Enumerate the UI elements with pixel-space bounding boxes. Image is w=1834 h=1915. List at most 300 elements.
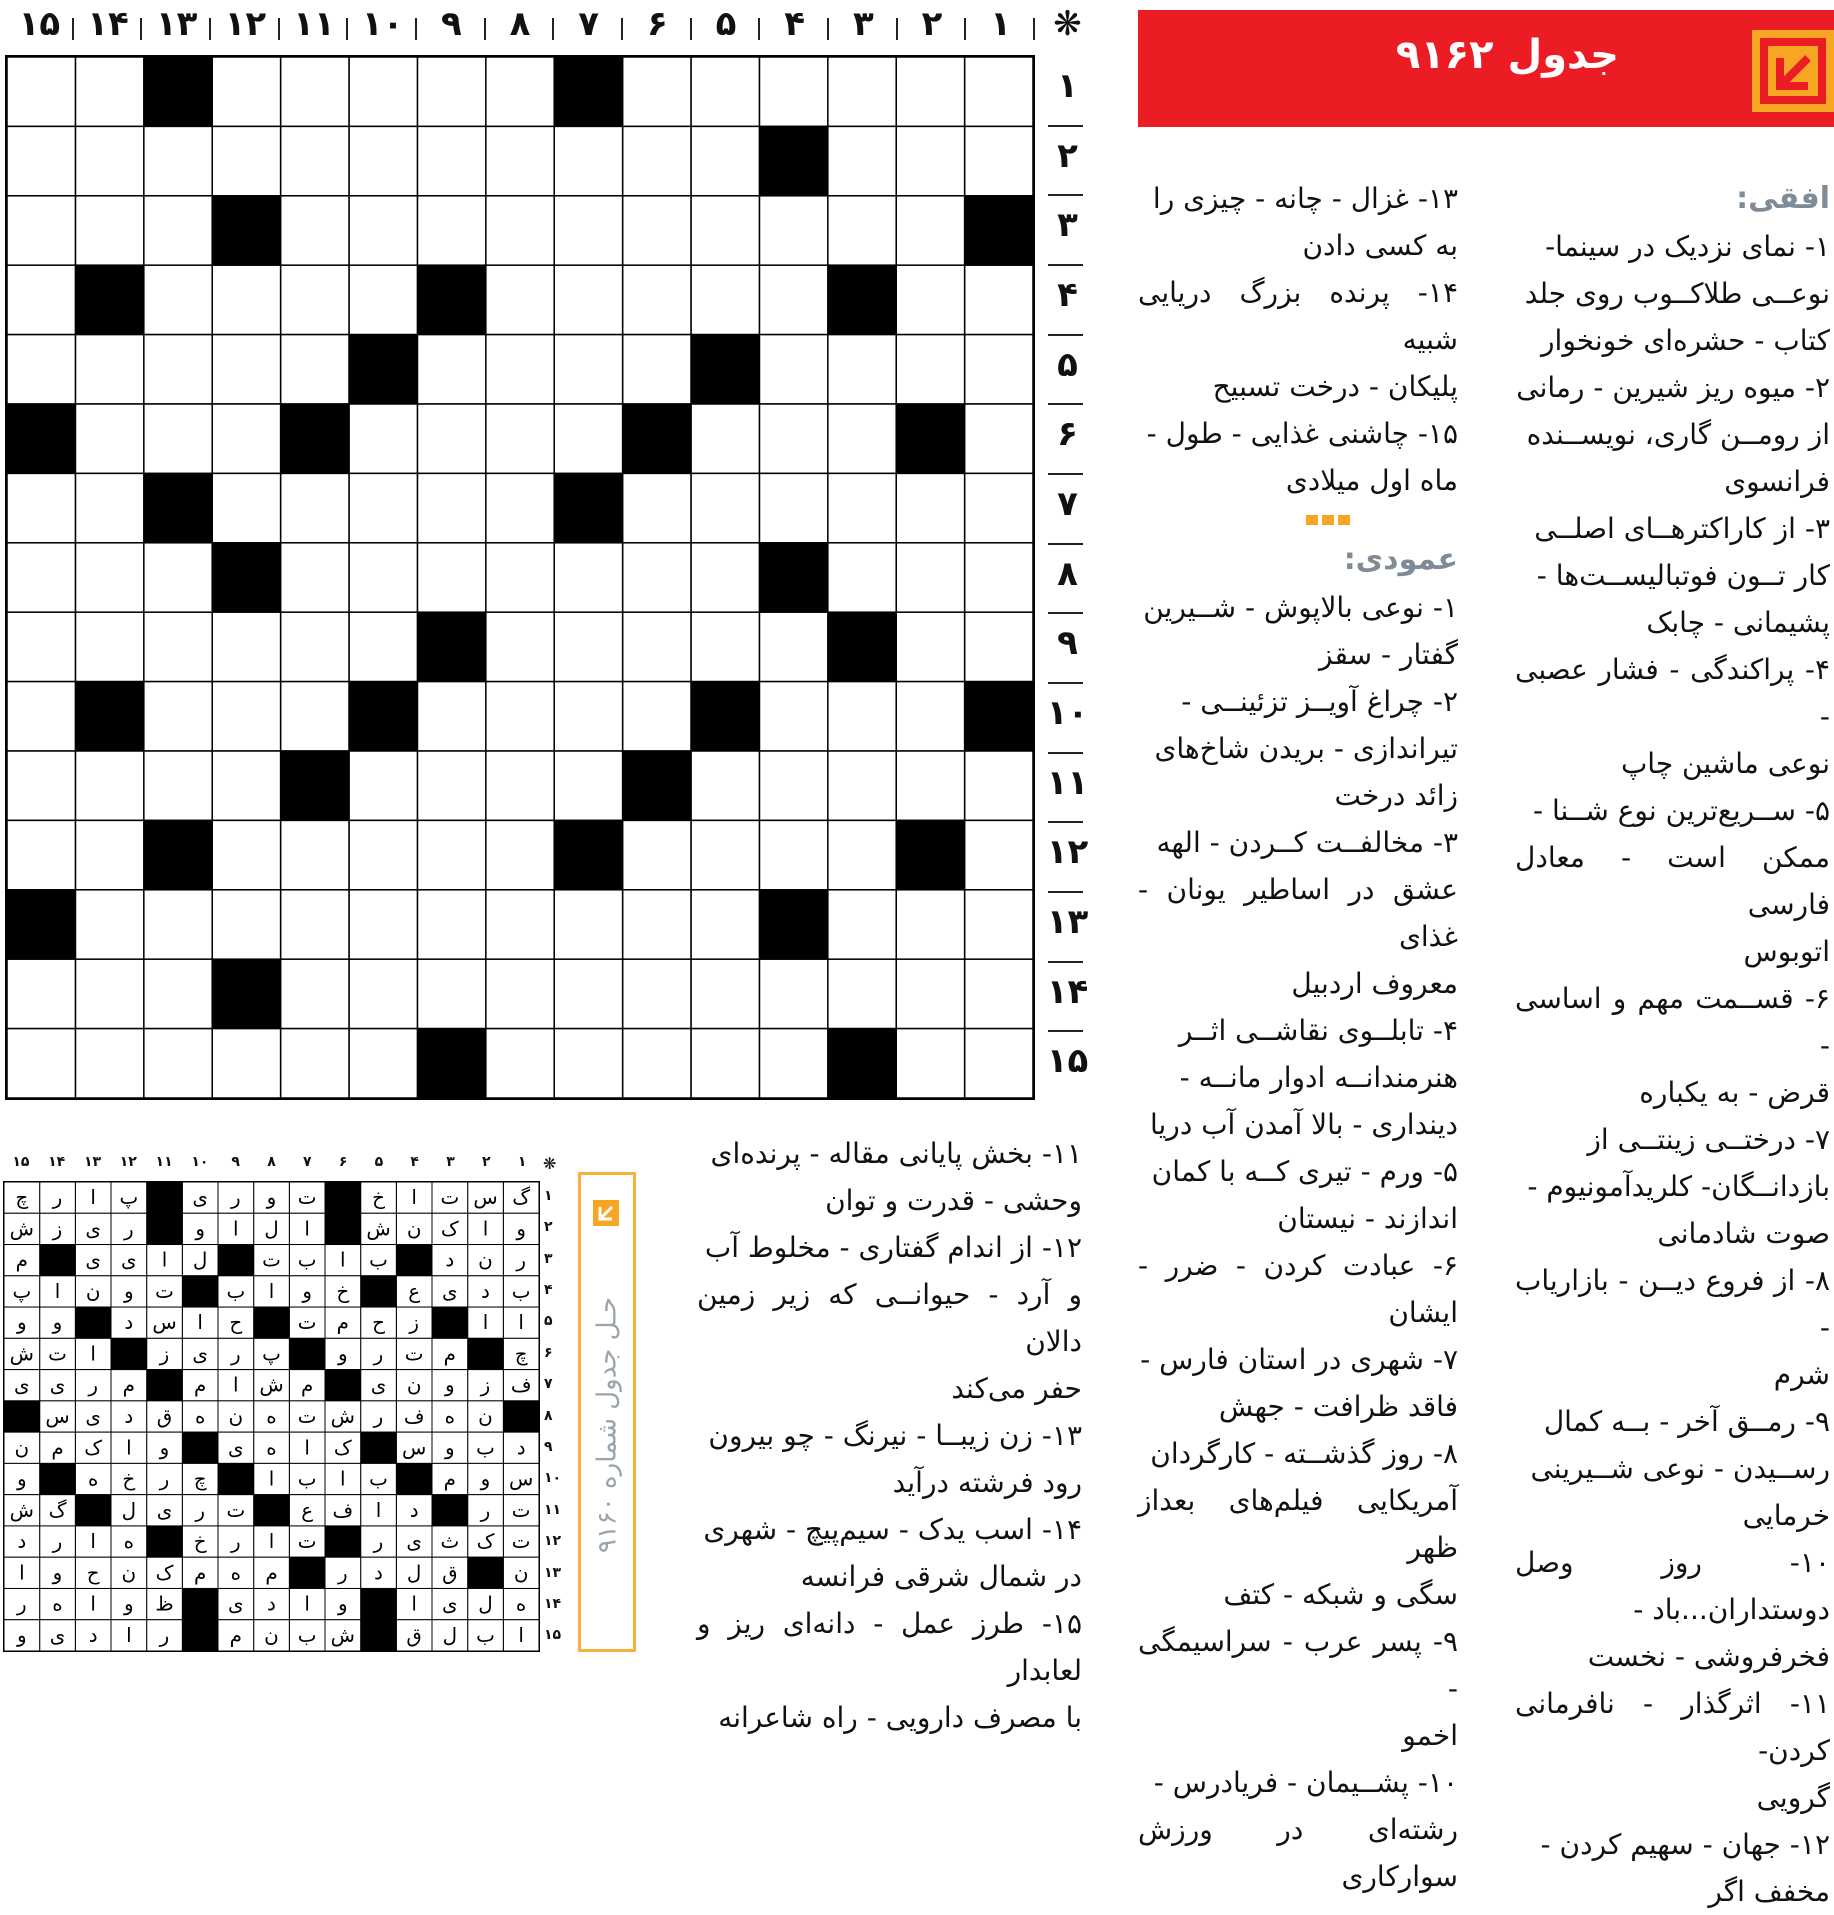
grid-cell[interactable] (417, 473, 485, 542)
grid-cell[interactable] (965, 335, 1033, 404)
grid-cell[interactable] (759, 404, 827, 473)
grid-cell[interactable] (965, 612, 1033, 681)
solution-row-numbers (540, 1181, 570, 1652)
solution-letter: و (17, 1311, 27, 1335)
grid-cell[interactable] (691, 473, 759, 542)
solution-black-cell (325, 1526, 361, 1557)
grid-cell[interactable] (896, 612, 964, 681)
solution-letter: پ (262, 1342, 281, 1366)
grid-cell[interactable] (7, 820, 75, 889)
grid-cell[interactable] (759, 473, 827, 542)
solution-letter: ب (476, 1436, 495, 1460)
grid-cell[interactable] (144, 196, 212, 265)
grid-cell[interactable] (7, 959, 75, 1028)
solution-column-number: ۴ (410, 1154, 419, 1170)
grid-cell[interactable] (828, 820, 896, 889)
grid-cell[interactable] (759, 820, 827, 889)
solution-letter: س (473, 1186, 498, 1210)
grid-cell[interactable] (349, 959, 417, 1028)
solution-black-cell (432, 1307, 468, 1338)
grid-cell[interactable] (212, 612, 280, 681)
black-cell (965, 196, 1033, 265)
grid-cell[interactable] (486, 890, 554, 959)
grid-cell[interactable] (144, 265, 212, 334)
grid-cell[interactable] (623, 57, 691, 126)
solution-letter: خ (372, 1186, 385, 1210)
solution-letter: ن (513, 1561, 529, 1585)
grid-cell[interactable] (965, 404, 1033, 473)
grid-cell[interactable] (417, 543, 485, 612)
grid-cell[interactable] (691, 820, 759, 889)
solution-grid (3, 1181, 540, 1652)
grid-cell[interactable] (417, 57, 485, 126)
solution-letter: ه (52, 1592, 63, 1616)
clue-line: رشته‌ای در ورزش سوارکاری (1138, 1813, 1458, 1893)
clue-line: ۸- از فروع دیــن - بازاریاب - (1515, 1264, 1830, 1344)
grid-cell[interactable] (75, 890, 143, 959)
solution-letter: ی (228, 1592, 244, 1616)
solution-letter: ا (126, 1436, 132, 1460)
grid-cell[interactable] (349, 196, 417, 265)
grid-cell[interactable] (554, 612, 622, 681)
grid-cell[interactable] (554, 543, 622, 612)
grid-cell[interactable] (349, 820, 417, 889)
grid-cell[interactable] (965, 265, 1033, 334)
grid-cell[interactable] (896, 473, 964, 542)
solution-column-number: ۵ (374, 1154, 384, 1170)
solution-letter: ی (406, 1530, 422, 1554)
grid-cell[interactable] (965, 126, 1033, 195)
grid-cell[interactable] (691, 265, 759, 334)
grid-cell[interactable] (417, 335, 485, 404)
row-number: ۸ (1057, 553, 1078, 594)
grid-cell[interactable] (828, 473, 896, 542)
grid-cell[interactable] (828, 404, 896, 473)
solution-logo-icon (593, 1200, 619, 1226)
grid-cell[interactable] (623, 1029, 691, 1098)
grid-cell[interactable] (623, 196, 691, 265)
grid-cell[interactable] (144, 751, 212, 820)
grid-cell[interactable] (281, 473, 349, 542)
grid-cell[interactable] (7, 612, 75, 681)
grid-cell[interactable] (554, 335, 622, 404)
grid-cell[interactable] (281, 820, 349, 889)
grid-cell[interactable] (691, 57, 759, 126)
grid-cell[interactable] (554, 404, 622, 473)
solution-letter: خ (122, 1467, 136, 1491)
grid-cell[interactable] (759, 612, 827, 681)
grid-cell[interactable] (281, 57, 349, 126)
grid-cell[interactable] (212, 890, 280, 959)
clue-line: ۹- پسر عرب - سراسیمگی - (1138, 1625, 1458, 1705)
grid-cell[interactable] (486, 404, 554, 473)
grid-cell[interactable] (896, 265, 964, 334)
grid-cell[interactable] (486, 196, 554, 265)
grid-cell[interactable] (828, 57, 896, 126)
grid-cell[interactable] (896, 1029, 964, 1098)
grid-cell[interactable] (896, 959, 964, 1028)
grid-cell[interactable] (828, 543, 896, 612)
grid-cell[interactable] (75, 959, 143, 1028)
grid-cell[interactable] (281, 612, 349, 681)
solution-black-cell (468, 1557, 504, 1588)
solution-row-number: ۱۳ (544, 1564, 562, 1581)
grid-cell[interactable] (212, 404, 280, 473)
clue-line: ۶- قســمت مهم و اساسی - (1515, 982, 1830, 1062)
solution-letter: ا (233, 1373, 239, 1397)
grid-cell[interactable] (417, 820, 485, 889)
grid-cell[interactable] (417, 890, 485, 959)
grid-cell[interactable] (965, 820, 1033, 889)
grid-cell[interactable] (7, 196, 75, 265)
column-number: ۱۳ (155, 4, 198, 44)
grid-cell[interactable] (896, 751, 964, 820)
grid-cell[interactable] (691, 404, 759, 473)
solution-black-cell (147, 1526, 183, 1557)
grid-cell[interactable] (623, 473, 691, 542)
grid-cell[interactable] (75, 404, 143, 473)
grid-cell[interactable] (486, 1029, 554, 1098)
grid-cell[interactable] (965, 473, 1033, 542)
grid-cell[interactable] (554, 265, 622, 334)
clue-line: ۲- چراغ آویــز تزئینــی - (1181, 685, 1458, 718)
grid-cell[interactable] (759, 196, 827, 265)
solution-letter: ر (231, 1342, 241, 1366)
grid-cell[interactable] (896, 196, 964, 265)
across-clue-lines-continued (1138, 175, 1458, 504)
grid-cell[interactable] (417, 751, 485, 820)
grid-cell[interactable] (349, 751, 417, 820)
solution-black-cell (147, 1213, 183, 1244)
grid-cell[interactable] (828, 959, 896, 1028)
solution-column-number: ۱ (517, 1154, 527, 1170)
grid-cell[interactable] (75, 196, 143, 265)
grid-cell[interactable] (554, 196, 622, 265)
solution-letter: ر (159, 1623, 170, 1647)
grid-cell[interactable] (623, 543, 691, 612)
grid-cell[interactable] (417, 682, 485, 751)
clue-line: تیراندازی - بریدن شاخ‌های (1154, 732, 1458, 765)
black-cell (759, 890, 827, 959)
grid-cell[interactable] (486, 959, 554, 1028)
grid-cell[interactable] (349, 265, 417, 334)
grid-cell[interactable] (623, 890, 691, 959)
solution-letter: و (516, 1217, 526, 1241)
solution-letter: ا (304, 1436, 310, 1460)
grid-cell[interactable] (281, 126, 349, 195)
grid-cell[interactable] (281, 265, 349, 334)
grid-cell[interactable] (759, 959, 827, 1028)
solution-black-cell (182, 1588, 218, 1619)
black-cell (212, 196, 280, 265)
grid-cell[interactable] (349, 126, 417, 195)
grid-cell[interactable] (281, 890, 349, 959)
grid-cell[interactable] (417, 196, 485, 265)
grid-cell[interactable] (281, 682, 349, 751)
solution-letter: س (402, 1436, 427, 1460)
solution-column-number: ۷ (303, 1154, 312, 1170)
grid-cell[interactable] (486, 682, 554, 751)
grid-cell[interactable] (486, 751, 554, 820)
clue-line: هنرمندانــه ادوار مانــه - (1179, 1061, 1458, 1094)
grid-cell[interactable] (691, 543, 759, 612)
grid-cell[interactable] (623, 265, 691, 334)
grid-cell[interactable] (486, 473, 554, 542)
grid-cell[interactable] (212, 1029, 280, 1098)
solution-letter: ز (52, 1217, 63, 1241)
grid-cell[interactable] (828, 682, 896, 751)
solution-black-cell (4, 1401, 40, 1432)
grid-cell[interactable] (7, 126, 75, 195)
grid-cell[interactable] (828, 126, 896, 195)
grid-cell[interactable] (417, 404, 485, 473)
grid-cell[interactable] (554, 959, 622, 1028)
solution-column-number: ۳ (446, 1154, 455, 1170)
solution-letter: م (443, 1342, 456, 1366)
solution-letter: ا (90, 1530, 96, 1554)
clue-line: وحشی - قدرت و توان (825, 1184, 1082, 1217)
row-number: ۹ (1057, 623, 1078, 664)
grid-cell[interactable] (965, 543, 1033, 612)
grid-cell[interactable] (759, 682, 827, 751)
grid-cell[interactable] (144, 612, 212, 681)
grid-cell[interactable] (281, 543, 349, 612)
grid-cell[interactable] (554, 890, 622, 959)
grid-cell[interactable] (75, 473, 143, 542)
grid-cell[interactable] (965, 1029, 1033, 1098)
grid-cell[interactable] (691, 196, 759, 265)
grid-cell[interactable] (7, 751, 75, 820)
solution-column-numbers (3, 1154, 557, 1178)
clue-line: اخمو (1402, 1719, 1458, 1752)
grid-cell[interactable] (212, 682, 280, 751)
solution-letter: د (481, 1279, 490, 1303)
grid-cell[interactable] (144, 959, 212, 1028)
grid-cell[interactable] (691, 890, 759, 959)
solution-letter: ث (440, 1530, 460, 1554)
clue-line: فخرفروشی - نخست (1587, 1640, 1830, 1673)
column-separator (209, 18, 211, 40)
grid-cell[interactable] (281, 196, 349, 265)
grid-cell[interactable] (554, 1029, 622, 1098)
clue-line: خرمایی (1742, 1499, 1830, 1532)
grid-cell[interactable] (623, 612, 691, 681)
grid-cell[interactable] (896, 57, 964, 126)
grid-cell[interactable] (349, 612, 417, 681)
grid-cell[interactable] (212, 751, 280, 820)
grid-cell[interactable] (7, 682, 75, 751)
solution-letter: د (124, 1311, 134, 1335)
grid-cell[interactable] (759, 57, 827, 126)
solution-letter: ک (440, 1217, 459, 1241)
solution-letter: و (302, 1279, 312, 1303)
grid-cell[interactable] (759, 265, 827, 334)
grid-cell[interactable] (7, 473, 75, 542)
crossword-grid[interactable] (5, 55, 1035, 1100)
grid-cell[interactable] (75, 335, 143, 404)
grid-cell[interactable] (7, 1029, 75, 1098)
grid-cell[interactable] (554, 751, 622, 820)
clue-line: نوعــی طلاکــوب روی جلد (1524, 277, 1830, 310)
grid-cell[interactable] (896, 335, 964, 404)
grid-cell[interactable] (7, 543, 75, 612)
solution-letter: و (17, 1623, 27, 1647)
solution-letter: ه (87, 1467, 99, 1491)
grid-cell[interactable] (75, 751, 143, 820)
solution-letter: ا (375, 1498, 382, 1522)
grid-cell[interactable] (486, 57, 554, 126)
down-clue-lines-continued (697, 1130, 1082, 1741)
solution-letter: ی (121, 1248, 137, 1272)
grid-cell[interactable] (486, 265, 554, 334)
black-cell (759, 543, 827, 612)
grid-cell[interactable] (75, 1029, 143, 1098)
grid-cell[interactable] (212, 473, 280, 542)
grid-cell[interactable] (623, 820, 691, 889)
grid-cell[interactable] (828, 335, 896, 404)
solution-letter: ر (17, 1592, 27, 1616)
solution-black-cell (218, 1463, 254, 1494)
row-separator (1048, 752, 1083, 754)
clue-line: ۶- عبادت کردن - ضرر - ایشان (1138, 1249, 1458, 1329)
grid-cell[interactable] (554, 682, 622, 751)
grid-cell[interactable] (75, 820, 143, 889)
grid-cell[interactable] (144, 404, 212, 473)
solution-letter: ن (406, 1217, 422, 1241)
grid-cell[interactable] (349, 1029, 417, 1098)
grid-cell[interactable] (896, 682, 964, 751)
grid-cell[interactable] (759, 335, 827, 404)
row-number: ۴ (1057, 274, 1078, 315)
solution-row-number: ۵ (544, 1313, 553, 1330)
grid-cell[interactable] (896, 890, 964, 959)
grid-cell[interactable] (691, 126, 759, 195)
grid-cell[interactable] (7, 335, 75, 404)
row-number: ۱۲ (1046, 832, 1089, 873)
grid-cell[interactable] (212, 57, 280, 126)
grid-cell[interactable] (349, 473, 417, 542)
grid-cell[interactable] (759, 751, 827, 820)
solution-letter: و (445, 1436, 455, 1460)
clue-line: ۴- تابلــوی نقاشــی اثــر (1178, 1014, 1458, 1047)
grid-cell[interactable] (691, 751, 759, 820)
grid-cell[interactable] (144, 890, 212, 959)
grid-cell[interactable] (144, 335, 212, 404)
column-separator (484, 18, 486, 40)
solution-black-cell (468, 1338, 504, 1369)
grid-cell[interactable] (896, 126, 964, 195)
clue-line: اتوبوس (1743, 935, 1830, 968)
row-separator (1048, 473, 1083, 475)
solution-letter: ی (442, 1279, 458, 1303)
grid-cell[interactable] (281, 1029, 349, 1098)
solution-letter: ه (194, 1404, 206, 1428)
solution-black-cell (361, 1588, 397, 1619)
grid-cell[interactable] (144, 126, 212, 195)
grid-cell[interactable] (486, 126, 554, 195)
black-cell (623, 751, 691, 820)
across-heading: افقی: (1736, 181, 1830, 216)
grid-cell[interactable] (486, 543, 554, 612)
solution-letter: ق (156, 1404, 173, 1428)
grid-cell[interactable] (828, 890, 896, 959)
grid-cell[interactable] (212, 126, 280, 195)
grid-cell[interactable] (486, 335, 554, 404)
black-cell (144, 820, 212, 889)
solution-row-number: ۱۰ (544, 1470, 562, 1487)
grid-cell[interactable] (7, 265, 75, 334)
grid-cell[interactable] (75, 57, 143, 126)
solution-black-cell (40, 1463, 76, 1494)
grid-cell[interactable] (486, 820, 554, 889)
grid-cell[interactable] (281, 335, 349, 404)
solution-column-number: ۱۴ (48, 1154, 66, 1170)
column-separator (346, 18, 348, 40)
solution-black-cell (289, 1338, 325, 1369)
clue-line: بازدانــگان- کلریدآمونیوم - (1527, 1170, 1830, 1203)
grid-cell[interactable] (75, 126, 143, 195)
solution-row-number: ۶ (544, 1344, 553, 1361)
solution-row-number: ۱۵ (544, 1627, 562, 1644)
grid-cell[interactable] (417, 959, 485, 1028)
grid-cell[interactable] (144, 1029, 212, 1098)
grid-cell[interactable] (349, 404, 417, 473)
grid-cell[interactable] (828, 751, 896, 820)
clue-line: فاقد ظرافت - جهش (1218, 1390, 1458, 1423)
solution-letter: م (301, 1373, 314, 1397)
grid-cell[interactable] (349, 543, 417, 612)
clue-line: ۱۰- روز وصل دوستداران...باد - (1515, 1546, 1830, 1626)
row-number-strip (1040, 55, 1095, 1100)
grid-cell[interactable] (144, 543, 212, 612)
grid-cell[interactable] (965, 57, 1033, 126)
grid-cell[interactable] (623, 126, 691, 195)
grid-cell[interactable] (212, 265, 280, 334)
grid-cell[interactable] (691, 959, 759, 1028)
grid-cell[interactable] (7, 57, 75, 126)
column-separator (72, 18, 74, 40)
grid-cell[interactable] (349, 890, 417, 959)
row-separator (1048, 403, 1083, 405)
grid-cell[interactable] (75, 543, 143, 612)
grid-cell[interactable] (349, 57, 417, 126)
grid-cell[interactable] (623, 335, 691, 404)
grid-cell[interactable] (281, 959, 349, 1028)
grid-cell[interactable] (691, 1029, 759, 1098)
solution-letter: ر (338, 1561, 348, 1585)
grid-cell[interactable] (828, 196, 896, 265)
grid-cell[interactable] (965, 890, 1033, 959)
solution-letter: ا (90, 1342, 96, 1366)
grid-cell[interactable] (965, 751, 1033, 820)
grid-cell[interactable] (965, 959, 1033, 1028)
grid-cell[interactable] (212, 335, 280, 404)
clue-line: حفر می‌کند (951, 1372, 1082, 1405)
grid-cell[interactable] (144, 682, 212, 751)
grid-cell[interactable] (554, 126, 622, 195)
grid-cell[interactable] (691, 612, 759, 681)
grid-cell[interactable] (896, 543, 964, 612)
grid-cell[interactable] (623, 959, 691, 1028)
grid-cell[interactable] (759, 1029, 827, 1098)
grid-cell[interactable] (212, 820, 280, 889)
grid-cell[interactable] (75, 612, 143, 681)
grid-cell[interactable] (417, 126, 485, 195)
grid-cell[interactable] (623, 682, 691, 751)
row-number: ۳ (1057, 205, 1078, 246)
grid-cell[interactable] (486, 612, 554, 681)
clue-line: پلیکان - درخت تسبیح (1212, 370, 1458, 403)
